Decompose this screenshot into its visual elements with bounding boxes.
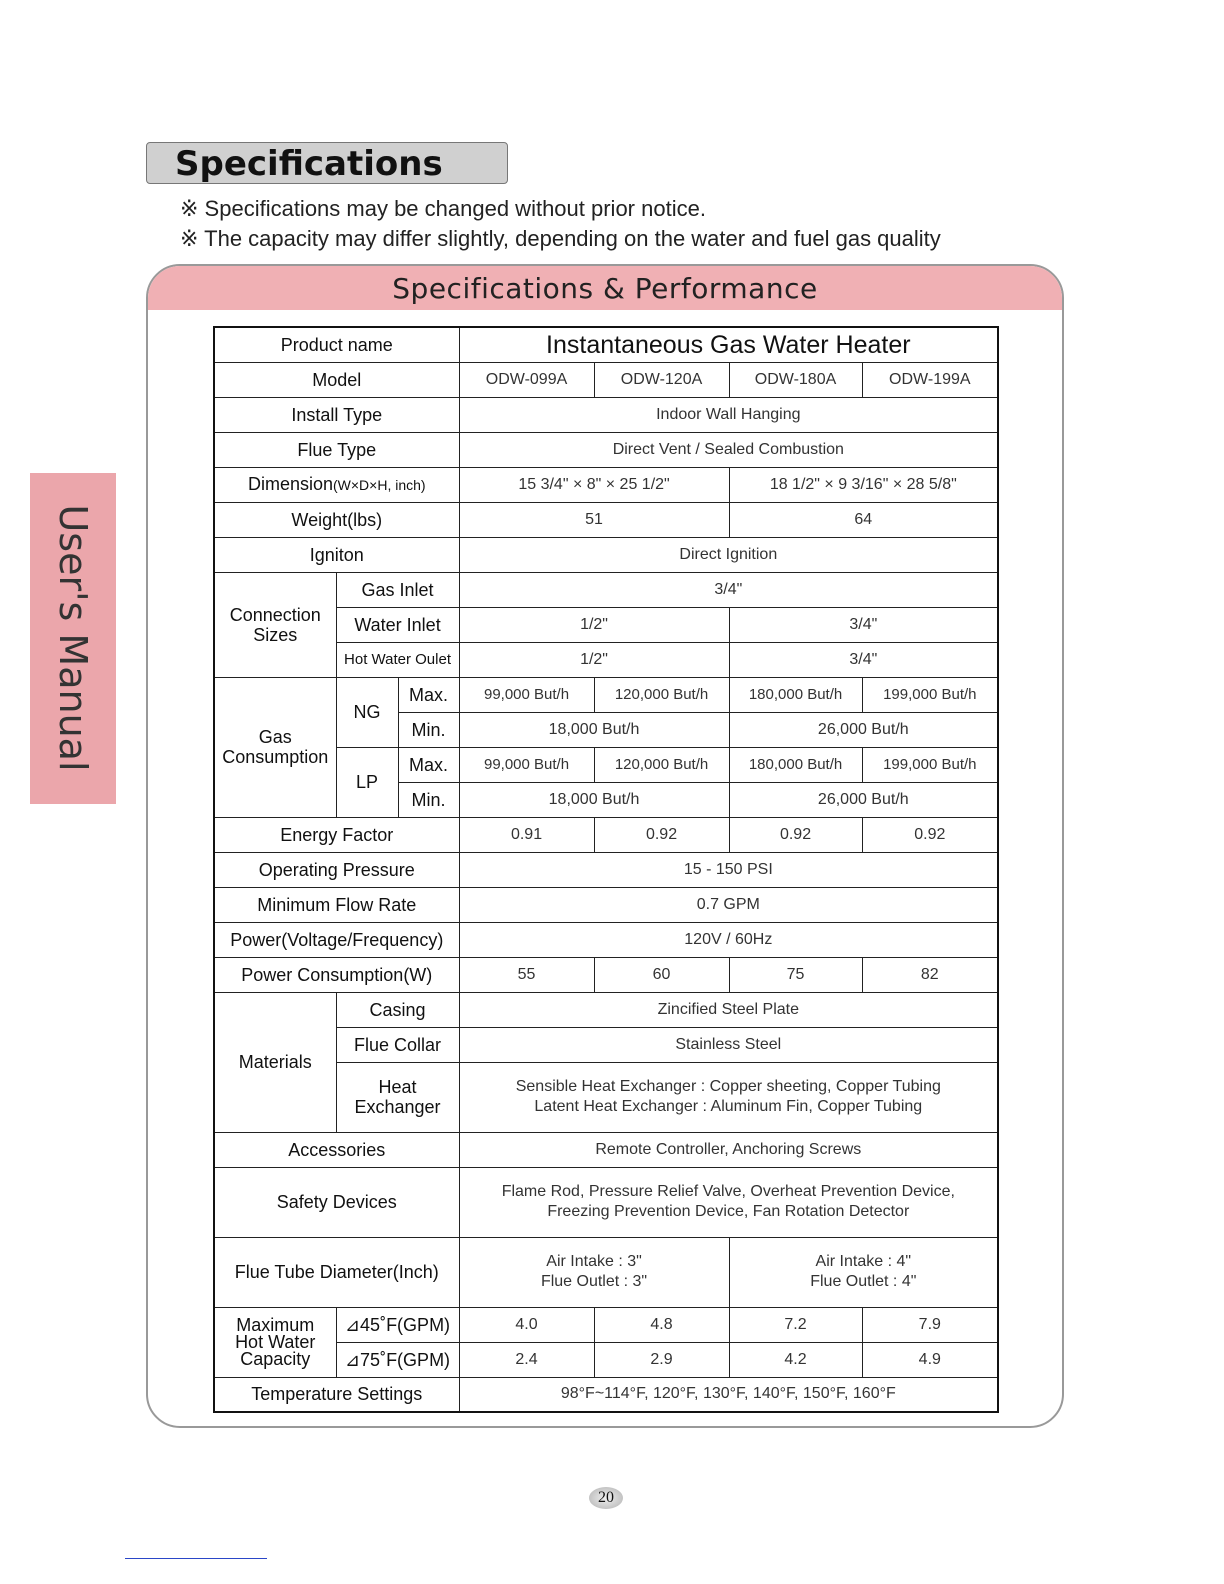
delta45-cell: 4.0 (459, 1307, 594, 1342)
power-label: Power(Voltage/Frequency) (214, 922, 459, 957)
ng-max-cell: 120,000 But/h (594, 677, 729, 712)
panel-header (148, 266, 1062, 310)
weight-small: 51 (459, 502, 729, 537)
dimension-label (214, 467, 459, 502)
max-hot-water-label-2: Hot Water (235, 1331, 316, 1352)
safety-line-1: Flame Rod, Pressure Relief Valve, Overheat Prevention Device, (501, 1183, 955, 1200)
heat-exchanger-label-1: Heat (378, 1077, 417, 1097)
table-row (214, 362, 998, 397)
accessories-value: Remote Controller, Anchoring Screws (459, 1132, 998, 1167)
power-consumption-label: Power Consumption(W) (214, 957, 459, 992)
model-cell: ODW-099A (459, 362, 594, 397)
flue-tube-small (459, 1237, 729, 1307)
panel-title: Specifications & Performance (392, 272, 818, 305)
page-number: 20 (589, 1487, 623, 1509)
ng-min-large: 26,000 But/h (729, 712, 998, 747)
note-2: ※ The capacity may differ slightly, depending on the water and fuel gas quality (180, 226, 941, 251)
delta75-label: ⊿75˚F(GPM) (336, 1342, 459, 1377)
ng-max-cell: 99,000 But/h (459, 677, 594, 712)
flue-tube-small-2: Flue Outlet : 3" (540, 1273, 648, 1290)
lp-label: LP (336, 747, 398, 817)
ignition-label: Igniton (214, 537, 459, 572)
ng-min-small: 18,000 But/h (459, 712, 729, 747)
min-label: Min. (398, 712, 459, 747)
table-row (214, 817, 998, 852)
table-row (214, 1167, 998, 1237)
casing-value: Zincified Steel Plate (459, 992, 998, 1027)
safety-line-2: Freezing Prevention Device, Fan Rotation Detector (547, 1203, 910, 1220)
table-row (214, 957, 998, 992)
safety-devices-label: Safety Devices (214, 1167, 459, 1237)
water-inlet-small: 1/2" (459, 607, 729, 642)
table-row (214, 467, 998, 502)
lp-min-large: 26,000 But/h (729, 782, 998, 817)
table-row (214, 992, 998, 1027)
water-inlet-label: Water Inlet (336, 607, 459, 642)
install-type-label: Install Type (214, 397, 459, 432)
section-title-box (146, 142, 508, 184)
delta75-cell: 4.9 (862, 1342, 998, 1377)
dimension-label-text: Dimension (247, 474, 333, 494)
hot-water-large: 3/4" (729, 642, 998, 677)
delta45-cell: 7.9 (862, 1307, 998, 1342)
flue-tube-large (729, 1237, 998, 1307)
operating-pressure-label: Operating Pressure (214, 852, 459, 887)
page-title: Specifications (175, 144, 443, 184)
safety-devices-value (459, 1167, 998, 1237)
weight-large: 64 (729, 502, 998, 537)
max-label: Max. (398, 677, 459, 712)
flue-tube-large-1: Air Intake : 4" (815, 1253, 912, 1270)
connection-label-1: Connection (229, 604, 321, 625)
energy-factor-cell: 0.92 (594, 817, 729, 852)
min-label: Min. (398, 782, 459, 817)
power-consumption-cell: 82 (862, 957, 998, 992)
gas-inlet-value: 3/4" (459, 572, 998, 607)
flue-collar-label: Flue Collar (336, 1027, 459, 1062)
energy-factor-cell: 0.91 (459, 817, 594, 852)
power-value: 120V / 60Hz (459, 922, 998, 957)
lp-max-cell: 199,000 But/h (862, 747, 998, 782)
table-row (214, 432, 998, 467)
delta45-label: ⊿45˚F(GPM) (336, 1307, 459, 1342)
dimension-small: 15 3/4" × 8" × 25 1/2" (459, 467, 729, 502)
max-hot-water-label-1: Maximum (236, 1314, 315, 1335)
lp-max-cell: 120,000 But/h (594, 747, 729, 782)
heat-exchanger-value (459, 1062, 998, 1132)
side-tab-label: User's Manual (51, 504, 95, 772)
flue-type-value: Direct Vent / Sealed Combustion (459, 432, 998, 467)
dimension-unit: (W×D×H, inch) (333, 477, 426, 493)
power-consumption-cell: 60 (594, 957, 729, 992)
table-row (214, 887, 998, 922)
footer-divider (125, 1558, 267, 1559)
table-row (214, 502, 998, 537)
lp-max-cell: 180,000 But/h (729, 747, 862, 782)
table-row (214, 677, 998, 712)
flue-type-label: Flue Type (214, 432, 459, 467)
weight-label: Weight(lbs) (214, 502, 459, 537)
spec-table (213, 326, 999, 1413)
gas-inlet-label: Gas Inlet (336, 572, 459, 607)
min-flow-value: 0.7 GPM (459, 887, 998, 922)
note-1: ※ Specifications may be changed without prior notice. (180, 196, 706, 221)
heat-exchanger-label (336, 1062, 459, 1132)
energy-factor-cell: 0.92 (729, 817, 862, 852)
lp-max-cell: 99,000 But/h (459, 747, 594, 782)
flue-collar-value: Stainless Steel (459, 1027, 998, 1062)
delta45-cell: 4.8 (594, 1307, 729, 1342)
install-type-value: Indoor Wall Hanging (459, 397, 998, 432)
table-row (214, 1377, 998, 1412)
delta75-cell: 2.9 (594, 1342, 729, 1377)
energy-factor-label: Energy Factor (214, 817, 459, 852)
temp-settings-value: 98°F~114°F, 120°F, 130°F, 140°F, 150°F, 160°F (459, 1377, 998, 1412)
table-row (214, 397, 998, 432)
heat-exchanger-label-2: Exchanger (354, 1097, 441, 1117)
materials-label: Materials (214, 992, 336, 1132)
heat-exchanger-line-2: Latent Heat Exchanger : Aluminum Fin, Copper Tubing (534, 1098, 923, 1115)
model-label: Model (214, 362, 459, 397)
delta75-cell: 4.2 (729, 1342, 862, 1377)
flue-tube-label: Flue Tube Diameter(Inch) (214, 1237, 459, 1307)
dimension-large: 18 1/2" × 9 3/16" × 28 5/8" (729, 467, 998, 502)
table-row (214, 1132, 998, 1167)
table-row (214, 852, 998, 887)
min-flow-label: Minimum Flow Rate (214, 887, 459, 922)
table-row (214, 922, 998, 957)
table-row (214, 572, 998, 607)
power-consumption-cell: 75 (729, 957, 862, 992)
product-name-value: Instantaneous Gas Water Heater (459, 327, 998, 362)
gas-consumption-label-2: Consumption (222, 747, 329, 767)
flue-tube-small-1: Air Intake : 3" (546, 1253, 642, 1270)
hot-water-small: 1/2" (459, 642, 729, 677)
max-hot-water-label-3: Capacity (240, 1348, 311, 1369)
temp-settings-label: Temperature Settings (214, 1377, 459, 1412)
ng-label: NG (336, 677, 398, 747)
heat-exchanger-line-1: Sensible Heat Exchanger : Copper sheeting, Copper Tubing (515, 1078, 941, 1095)
max-label: Max. (398, 747, 459, 782)
ignition-value: Direct Ignition (459, 537, 998, 572)
gas-consumption-label-1: Gas (258, 727, 292, 747)
ng-max-cell: 199,000 But/h (862, 677, 998, 712)
model-cell: ODW-120A (594, 362, 729, 397)
flue-tube-large-2: Flue Outlet : 4" (810, 1273, 917, 1290)
side-tab (30, 473, 116, 804)
delta75-cell: 2.4 (459, 1342, 594, 1377)
model-cell: ODW-199A (862, 362, 998, 397)
connection-label-2: Sizes (253, 624, 298, 645)
accessories-label: Accessories (214, 1132, 459, 1167)
table-row (214, 1237, 998, 1307)
lp-min-small: 18,000 But/h (459, 782, 729, 817)
connection-sizes-label (214, 572, 336, 677)
water-inlet-large: 3/4" (729, 607, 998, 642)
model-cell: ODW-180A (729, 362, 862, 397)
power-consumption-cell: 55 (459, 957, 594, 992)
product-name-label: Product name (214, 327, 459, 362)
ng-max-cell: 180,000 But/h (729, 677, 862, 712)
gas-consumption-label (214, 677, 336, 817)
table-row (214, 537, 998, 572)
table-row (214, 1307, 998, 1342)
delta45-cell: 7.2 (729, 1307, 862, 1342)
table-row (214, 327, 998, 362)
hot-water-outlet-label: Hot Water Oulet (336, 642, 459, 677)
energy-factor-cell: 0.92 (862, 817, 998, 852)
operating-pressure-value: 15 - 150 PSI (459, 852, 998, 887)
max-hot-water-label (214, 1307, 336, 1377)
casing-label: Casing (336, 992, 459, 1027)
